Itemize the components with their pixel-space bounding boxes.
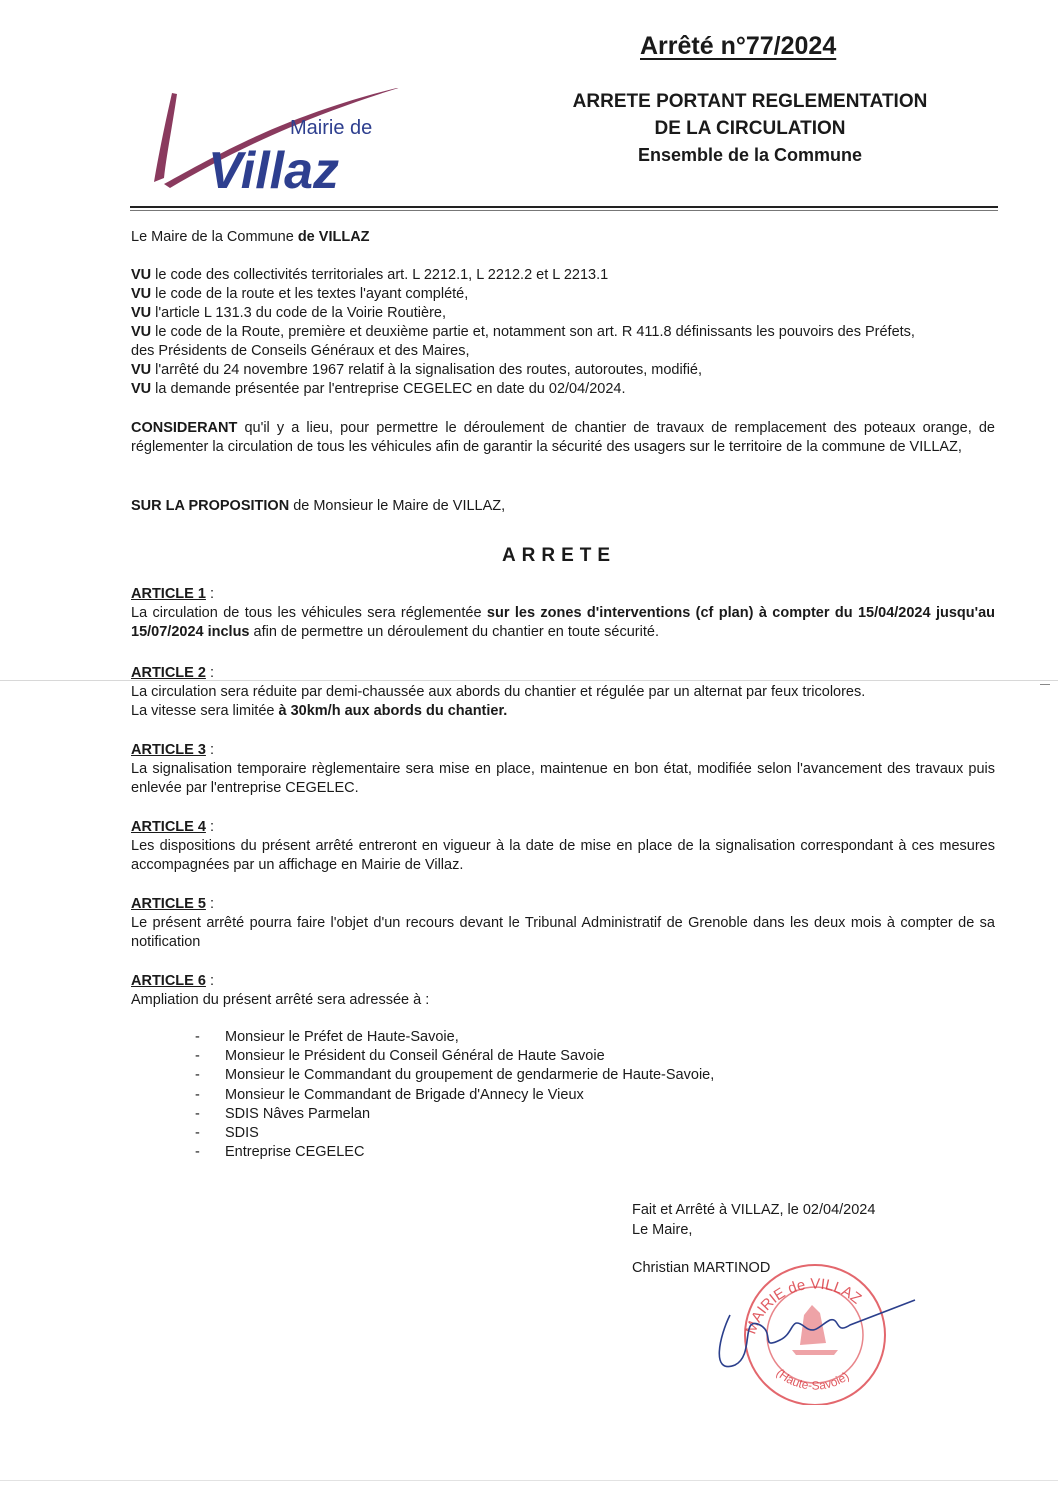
article-5-title: ARTICLE 5 bbox=[131, 896, 206, 912]
stamp-text-top: MAIRIE de VILLAZ bbox=[742, 1275, 865, 1337]
considerant-paragraph: CONSIDERANT qu'il y a lieu, pour permettre le déroulement de chantier de travaux de remplacement des poteaux orange, de réglementer la circulation de tous les véhicules afin de garantir la sécurité des usagers sur le territoire de la commune de VILLAZ, bbox=[131, 420, 995, 455]
vu-block bbox=[131, 266, 995, 399]
intro-prefix: Le Maire de la Commune bbox=[131, 229, 298, 245]
list-item: - SDIS Nâves Parmelan bbox=[195, 1105, 371, 1122]
vu-line: VU le code de la route et les textes l'ayant complété, bbox=[131, 286, 469, 302]
intro-commune: de VILLAZ bbox=[297, 229, 370, 245]
title-line-2: DE LA CIRCULATION bbox=[654, 118, 846, 139]
list-item: - Monsieur le Président du Conseil Général de Haute Savoie bbox=[195, 1048, 605, 1065]
stamp-graphic bbox=[700, 1255, 920, 1405]
mairie-logo bbox=[150, 88, 410, 198]
list-item: - Monsieur le Commandant de Brigade d'Annecy le Vieux bbox=[195, 1086, 584, 1103]
article-1: ARTICLE 1 : La circulation de tous les véhicules sera réglementée sur les zones d'interventions (cf plan) à compter du 15/04/2024 jusqu'au 15/07/2024 inclus afin de permettre un déroulement du chantier en toute sécurité. bbox=[131, 586, 995, 640]
logo-line1: Mairie de bbox=[290, 117, 373, 139]
article-3-title: ARTICLE 3 bbox=[131, 742, 206, 758]
signature-name: Christian MARTINOD bbox=[632, 1260, 771, 1276]
decree-number: Arrêté n°77/2024 bbox=[640, 32, 837, 60]
svg-text:(Haute-Savoie) bbox=[774, 1366, 852, 1393]
signature-role: Le Maire, bbox=[632, 1221, 693, 1238]
article-4-title: ARTICLE 4 bbox=[131, 819, 206, 835]
header-rule bbox=[130, 206, 998, 208]
stamp-text-bottom: (Haute-Savoie) bbox=[773, 1365, 852, 1393]
decree-title bbox=[520, 88, 980, 169]
signature-place-date: Fait et Arrêté à VILLAZ, le 02/04/2024 bbox=[632, 1202, 876, 1218]
list-item: - SDIS bbox=[195, 1125, 259, 1142]
list-item: - Entreprise CEGELEC bbox=[195, 1144, 365, 1161]
vu-line: VU l'arrêté du 24 novembre 1967 relatif à la signalisation des routes, autoroutes, modifié, bbox=[131, 362, 703, 378]
intro-line bbox=[131, 228, 995, 247]
article-5: ARTICLE 5 : Le présent arrêté pourra faire l'objet d'un recours devant le Tribunal Administratif de Grenoble dans les deux mois à compter de sa notification bbox=[131, 896, 995, 950]
arrete-heading: ARRETE bbox=[501, 545, 617, 566]
title-line-1: ARRETE PORTANT REGLEMENTATION bbox=[572, 91, 928, 112]
list-item: - Monsieur le Préfet de Haute-Savoie, bbox=[195, 1029, 459, 1045]
article-6: ARTICLE 6 : Ampliation du présent arrêté sera adressée à : bbox=[131, 973, 430, 1008]
article-3: ARTICLE 3 : La signalisation temporaire règlementaire sera mise en place, maintenue en bon état, modifiée selon l'avancement des travaux puis enlevée par l'entreprise CEGELEC. bbox=[131, 742, 995, 796]
vu-line: VU le code de la Route, première et deuxième partie et, notamment son art. R 411.8 définissants les pouvoirs des Préfets, bbox=[131, 324, 915, 340]
recipients-list bbox=[195, 1028, 714, 1162]
article-2-title: ARTICLE 2 bbox=[131, 665, 206, 681]
list-item: - Monsieur le Commandant du groupement de gendarmerie de Haute-Savoie, bbox=[195, 1067, 715, 1084]
official-stamp bbox=[700, 1255, 920, 1405]
page-bottom-edge bbox=[0, 1480, 1058, 1481]
vu-line-continuation: des Présidents de Conseils Généraux et des Maires, bbox=[131, 343, 470, 359]
scan-edge-mark bbox=[1040, 684, 1050, 685]
article-6-title: ARTICLE 6 bbox=[131, 973, 206, 989]
title-line-3: Ensemble de la Commune bbox=[637, 145, 863, 165]
logo-line2: Villaz bbox=[208, 142, 340, 198]
article-4: ARTICLE 4 : Les dispositions du présent arrêté entreront en vigueur à la date de mise en place de la signalisation correspondant à ces mesures accompagnées par un affichage en Mairie de Villaz. bbox=[131, 819, 995, 873]
article-1-title: ARTICLE 1 bbox=[131, 586, 206, 602]
vu-line: VU le code des collectivités territoriales art. L 2212.1, L 2212.2 et L 2213.1 bbox=[131, 267, 609, 283]
article-2: ARTICLE 2 : La circulation sera réduite par demi-chaussée aux abords du chantier et régulée par un alternat par feux tricolores. La vitesse sera limitée à 30km/h aux abords du chantier. bbox=[131, 665, 866, 719]
header-rule-thin bbox=[130, 210, 998, 211]
proposition-line: SUR LA PROPOSITION de Monsieur le Maire de VILLAZ, bbox=[131, 498, 506, 514]
vu-line: VU la demande présentée par l'entreprise CEGELEC en date du 02/04/2024. bbox=[131, 381, 626, 397]
villaz-logo-graphic bbox=[150, 88, 410, 198]
vu-line: VU l'article L 131.3 du code de la Voirie Routière, bbox=[131, 305, 446, 321]
